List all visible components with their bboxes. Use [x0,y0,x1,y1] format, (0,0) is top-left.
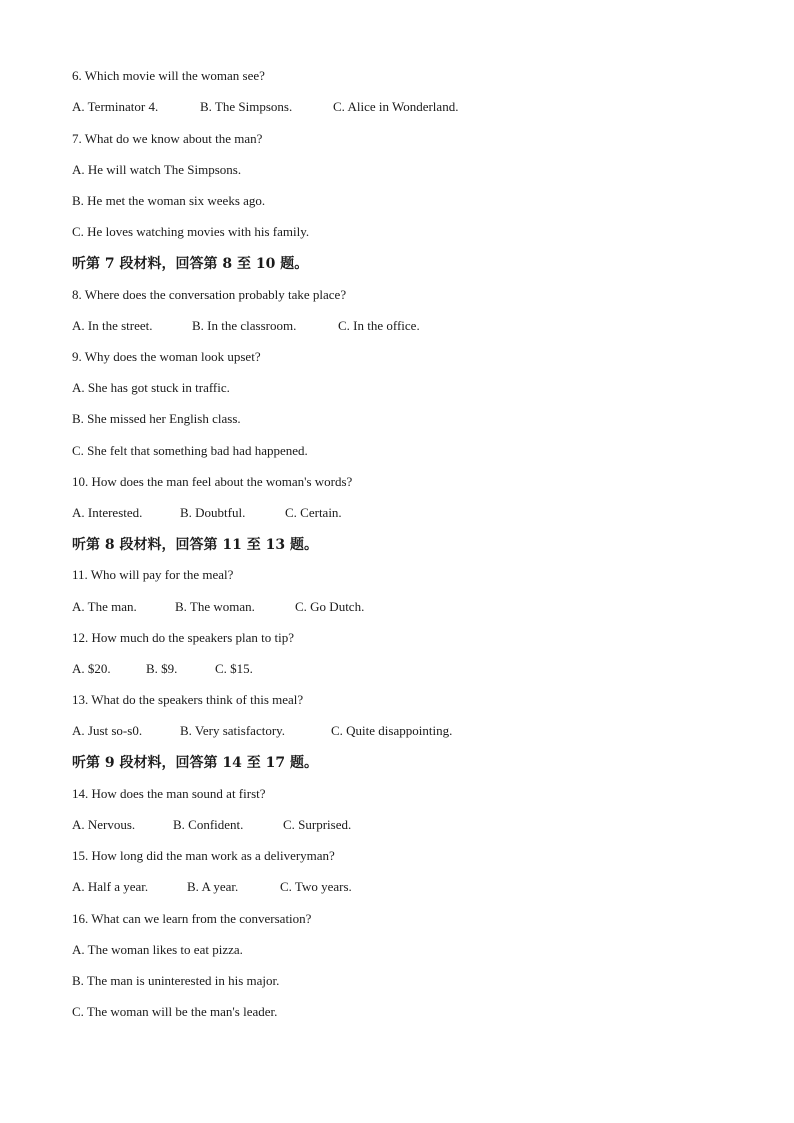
option-c: C. $15. [215,661,253,676]
section-heading-8: 听第 8 段材料，回答第 11 至 13 题。 [72,537,318,553]
question-9-option-c: C. She felt that something bad had happened. [72,443,308,458]
question-6: 6. Which movie will the woman see? [72,68,265,83]
option-b: B. $9. [146,661,178,676]
question-10: 10. How does the man feel about the woman's words? [72,474,353,489]
question-16-option-a: A. The woman likes to eat pizza. [72,942,243,957]
question-9-option-b: B. She missed her English class. [72,411,241,426]
option-b: B. In the classroom. [192,318,297,333]
option-c: C. Alice in Wonderland. [333,99,459,114]
option-a: A. $20. [72,661,111,676]
question-7-option-c: C. He loves watching movies with his family. [72,224,310,239]
question-13: 13. What do the speakers think of this meal? [72,692,304,707]
option-c: C. In the office. [338,318,420,333]
question-8: 8. Where does the conversation probably take place? [72,287,347,302]
question-7-option-a: A. He will watch The Simpsons. [72,162,242,177]
option-c: C. Two years. [280,879,352,894]
option-a: A. Just so-s0. [72,723,143,738]
option-a: A. In the street. [72,318,153,333]
section-heading-7: 听第 7 段材料，回答第 8 至 10 题。 [72,256,309,272]
option-a: A. Terminator 4. [72,99,159,114]
option-c: C. Quite disappointing. [331,723,453,738]
option-a: A. Nervous. [72,817,136,832]
question-7: 7. What do we know about the man? [72,131,263,146]
question-16-option-c: C. The woman will be the man's leader. [72,1004,278,1019]
question-16-option-b: B. The man is uninterested in his major. [72,973,280,988]
option-c: C. Certain. [285,505,342,520]
option-a: A. The man. [72,599,137,614]
option-c: C. Go Dutch. [295,599,365,614]
option-a: A. Interested. [72,505,143,520]
question-9-option-a: A. She has got stuck in traffic. [72,380,230,395]
question-7-option-b: B. He met the woman six weeks ago. [72,193,266,208]
option-b: B. Very satisfactory. [180,723,286,738]
option-b: B. The woman. [175,599,255,614]
option-b: B. Doubtful. [180,505,246,520]
section-heading-9: 听第 9 段材料，回答第 14 至 17 题。 [72,755,318,771]
option-b: B. A year. [187,879,239,894]
question-9: 9. Why does the woman look upset? [72,349,261,364]
question-11: 11. Who will pay for the meal? [72,567,234,582]
option-a: A. Half a year. [72,879,149,894]
question-15: 15. How long did the man work as a deliveryman? [72,848,335,863]
option-b: B. Confident. [173,817,244,832]
option-b: B. The Simpsons. [200,99,293,114]
question-16: 16. What can we learn from the conversation? [72,911,312,926]
option-c: C. Surprised. [283,817,352,832]
question-12: 12. How much do the speakers plan to tip? [72,630,295,645]
question-14: 14. How does the man sound at first? [72,786,266,801]
